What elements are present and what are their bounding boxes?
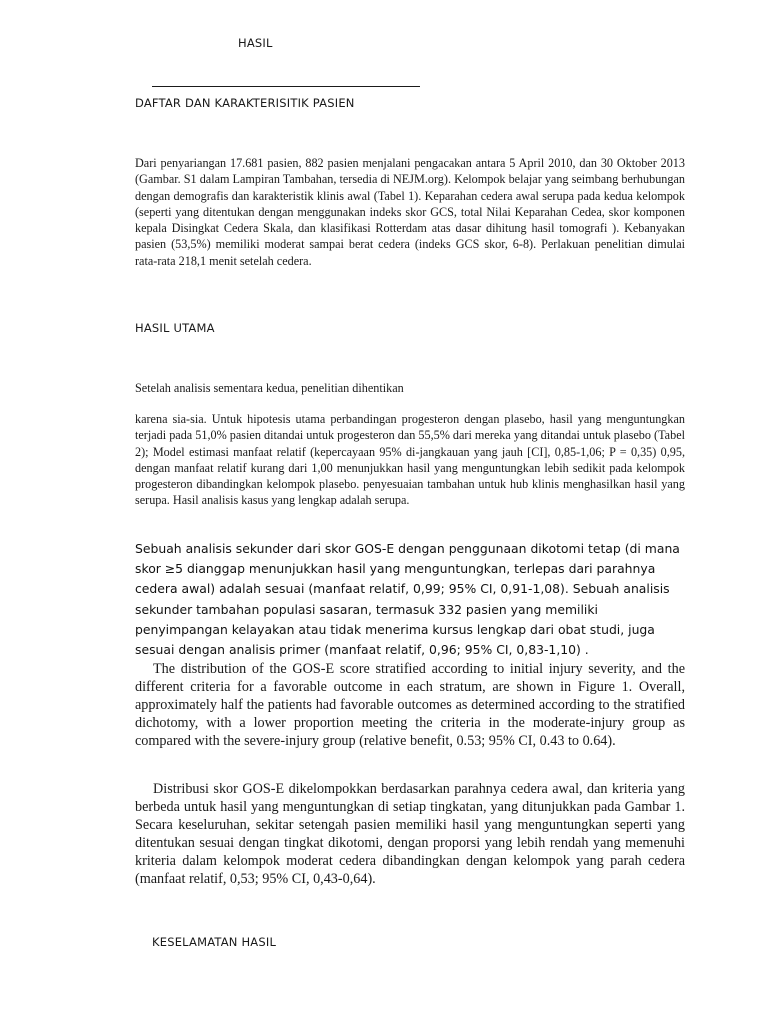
- paragraph-primary-hypothesis: karena sia-sia. Untuk hipotesis utama perbandingan progesteron dengan plasebo, hasil yang menguntungkan terjadi pada 51,0% pasien ditandai untuk progesteron dan 55,5% dari mereka yang ditandai untuk plasebo (Tabel 2); Model estimasi manfaat relatif (kepercayaan 95% di-jangkauan yang jauh [CI], 0,85-1,06; P = 0,35) 0,95, dengan manfaat relatif kurang dari 1,00 menunjukkan hasil yang menguntungkan lebih sedikit pada kelompok progesteron dibandingkan kelompok plasebo. penyesuaian tambahan untuk hub klinis menghasilkan hasil yang serupa. Hasil analisis kasus yang lengkap adalah serupa.: [135, 412, 685, 508]
- paragraph-patients: Dari penyariangan 17.681 pasien, 882 pasien menjalani pengacakan antara 5 April 2010, dan 30 Oktober 2013 (Gambar. S1 dalam Lampiran Tambahan, tersedia di NEJM.org). Kelompok belajar yang seimbang berhubungan dengan demografis dan karakteristik klinis awal (Tabel 1). Keparahan cedera awal serupa pada kedua kelompok (seperti yang ditentukan dengan menggunakan indeks skor GCS, total Nilai Keparahan Cedea, skor komponen kepala Disingkat Cedera Skala, dan klasifikasi Rotterdam atas dasar dihitung hasil tomografi ). Kebanyakan pasien (53,5%) memiliki moderat sampai berat cedera (indeks GCS skor, 6-8). Perlakuan penelitian dimulai rata-rata 218,1 menit setelah cedera.: [135, 156, 685, 268]
- paragraph-distribution-indonesian: Distribusi skor GOS-E dikelompokkan berdasarkan parahnya cedera awal, dan kriteria yang berbeda untuk hasil yang menguntungkan di setiap tingkatan, yang ditunjukkan pada Gambar 1. Secara keseluruhan, sekitar setengah pasien memiliki hasil yang menguntungkan seperti yang ditentukan sesuai dengan tingkat dikotomi, dengan proporsi yang lebih rendah yang memenuhi kriteria dalam kelompok moderat cedera dibandingkan dengan kelompok yang parah cedera (manfaat relatif, 0,53; 95% CI, 0,43-0,64).: [135, 781, 685, 887]
- paragraph-interim-analysis: Setelah analisis sementara kedua, penelitian dihentikan: [135, 381, 404, 395]
- heading-keselamatan-hasil: KESELAMATAN HASIL: [152, 935, 277, 949]
- heading-hasil: HASIL: [238, 36, 273, 50]
- paragraph-secondary-analysis: Sebuah analisis sekunder dari skor GOS-E dengan penggunaan dikotomi tetap (di mana skor ≥5 dianggap menunjukkan hasil yang menguntungkan, terlepas dari parahnya cedera awal) adalah sesuai (manfaat relatif, 0,99; 95% CI, 0,91-1,08). Sebuah analisis sekunder tambahan populasi sasaran, termasuk 332 pasien yang memiliki penyimpangan kelayakan atau tidak menerima kursus lengkap dari obat studi, juga sesuai dengan analisis primer (manfaat relatif, 0,96; 95% CI, 0,83-1,10) .: [135, 541, 680, 658]
- heading-hasil-utama: HASIL UTAMA: [135, 321, 215, 335]
- horizontal-rule: [152, 86, 420, 87]
- paragraph-distribution-english: The distribution of the GOS-E score stratified according to initial injury severity, and the different criteria for a favorable outcome in each stratum, are shown in Figure 1. Overall, approximately half the patients had favorable outcomes as determined according to the stratified dichotomy, with a lower proportion meeting the criteria in the moderate-injury group as compared with the severe-injury group (relative benefit, 0.53; 95% CI, 0.43 to 0.64).: [135, 661, 685, 749]
- heading-daftar-karakteristik: DAFTAR DAN KARAKTERISITIK PASIEN: [135, 96, 355, 110]
